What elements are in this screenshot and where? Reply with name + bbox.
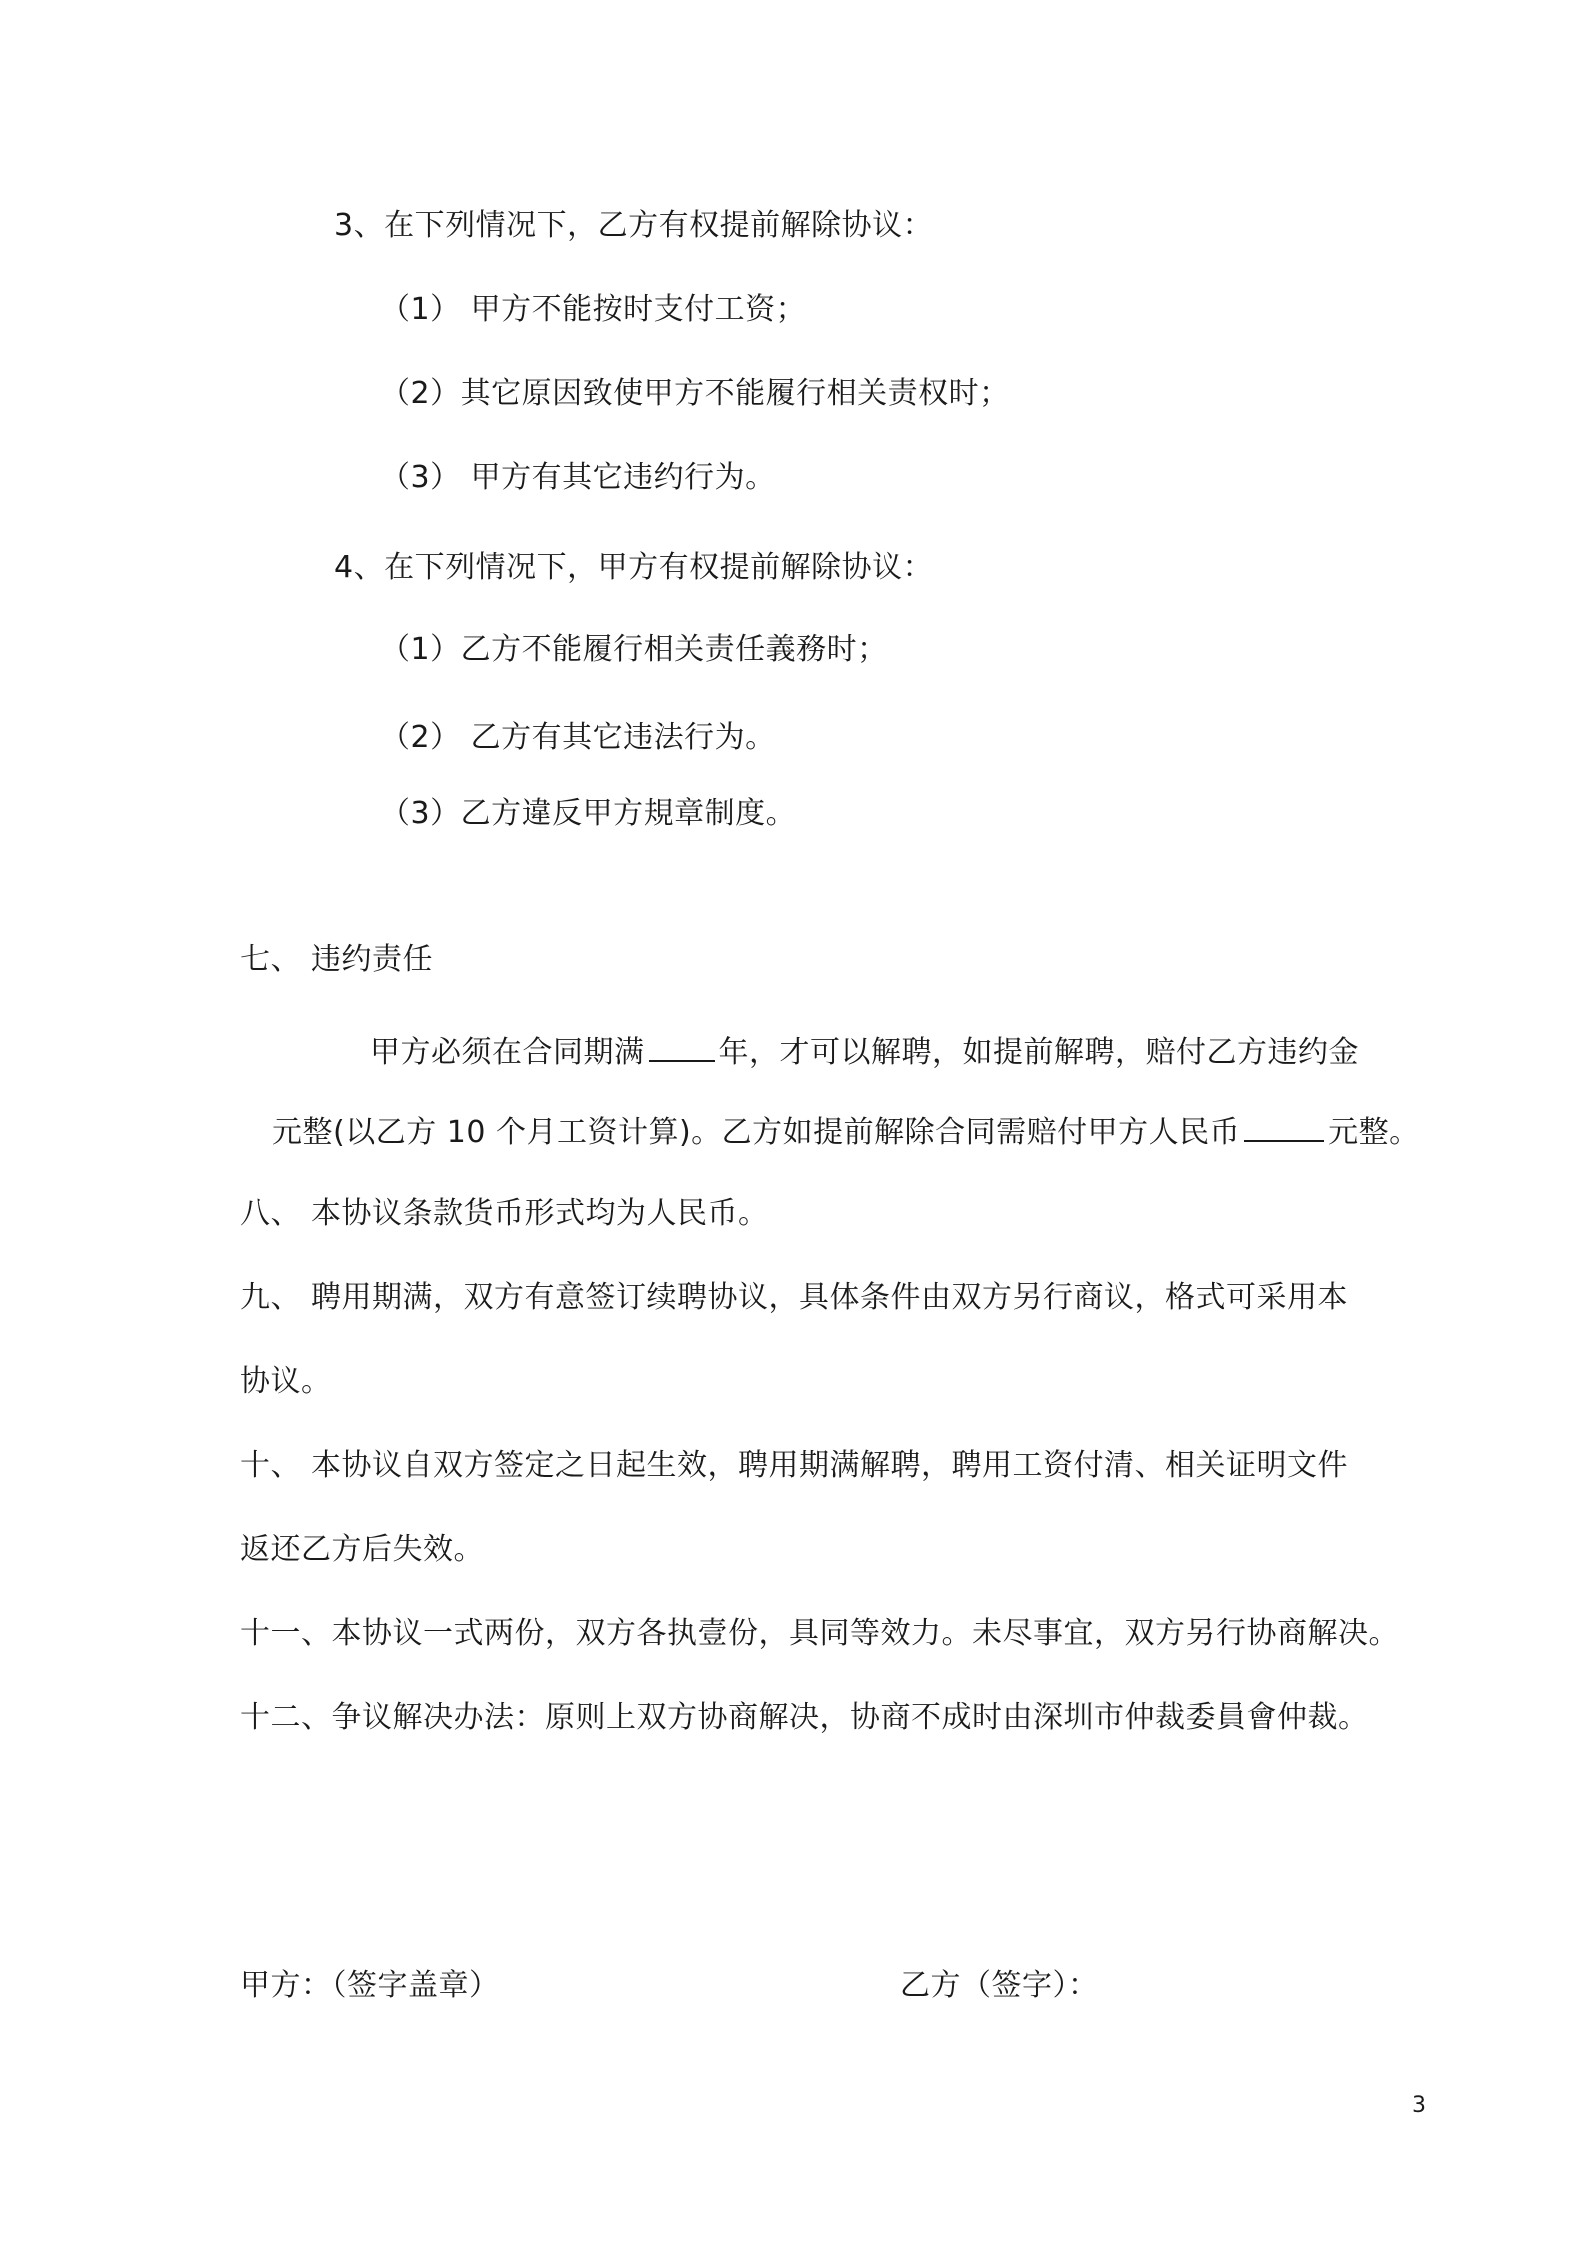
section-7-heading: 七、 违约责任 [240,942,434,977]
section-12: 十二、争议解决办法：原则上双方协商解决，协商不成时由深圳市仲裁委員會仲裁。 [240,1700,1369,1735]
clause-3-item-2: （2）其它原因致使甲方不能履行相关责权时； [380,376,1010,411]
clause-4-heading: 4、在下列情况下，甲方有权提前解除协议： [334,550,934,585]
clause-4-item-3: （3）乙方違反甲方規章制度。 [380,796,797,831]
section-10-line-2: 返还乙方后失效。 [240,1532,484,1567]
signature-party-b: 乙方（签字）： [900,1968,1099,2003]
clause-3-heading: 3、在下列情况下，乙方有权提前解除协议： [334,208,934,243]
page-number: 3 [1412,2093,1426,2118]
section-7-text-d: 元整。 [1328,1115,1420,1150]
section-7-paragraph-line-1 [370,1030,1359,1073]
clause-3-item-1: （1） 甲方不能按时支付工资； [380,292,807,327]
section-9-line-2: 协议。 [240,1364,332,1399]
section-7-text-c: 元整(以乙方 10 个月工资计算)。乙方如提前解除合同需赔付甲方人民币 [272,1115,1241,1150]
years-blank [649,1030,715,1062]
section-11: 十一、本协议一式两份，双方各执壹份，具同等效力。未尽事宜，双方另行协商解决。 [240,1616,1399,1651]
clause-4-item-2: （2） 乙方有其它违法行为。 [380,720,776,755]
clause-3-item-3: （3） 甲方有其它违约行为。 [380,460,776,495]
section-9-line-1: 九、 聘用期满，双方有意签订续聘协议，具体条件由双方另行商议，格式可采用本 [240,1280,1349,1315]
signature-party-a: 甲方：（签字盖章） [240,1968,500,2003]
clause-4-item-1: （1）乙方不能履行相关责任義務时； [380,632,888,667]
section-8: 八、 本协议条款货币形式均为人民币。 [240,1196,769,1231]
section-7-text-a: 甲方必须在合同期满 [370,1035,645,1070]
section-7-text-b: 年，才可以解聘，如提前解聘，赔付乙方违约金 [718,1035,1359,1070]
amount-blank [1244,1110,1324,1142]
section-10-line-1: 十、 本协议自双方签定之日起生效，聘用期满解聘，聘用工资付清、相关证明文件 [240,1448,1349,1483]
section-7-paragraph-line-2 [272,1110,1420,1153]
